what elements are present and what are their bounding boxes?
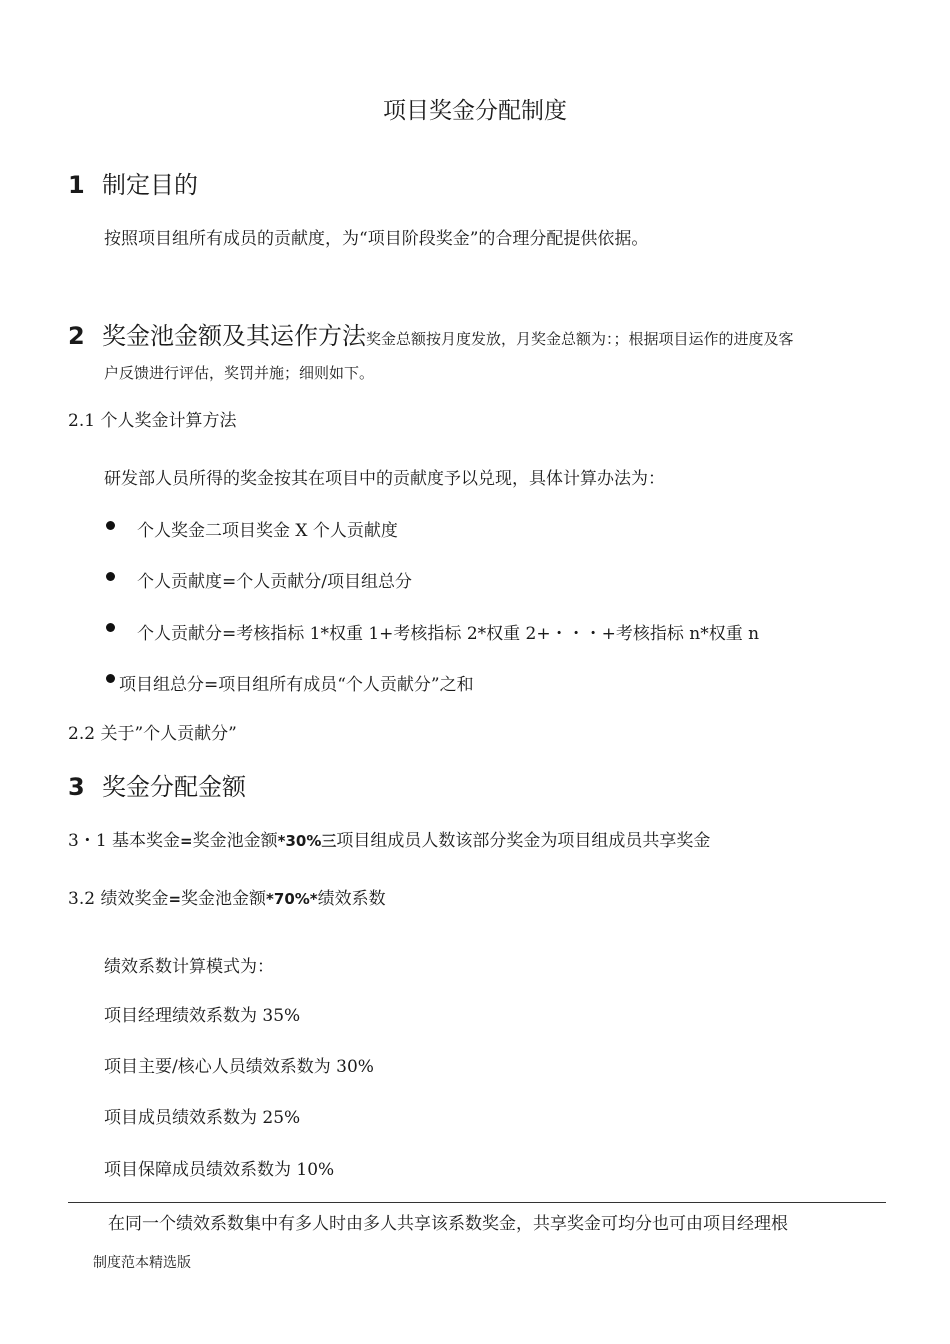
formula-operator: = <box>180 832 193 850</box>
section-1-paragraph: 按照项目组所有成员的贡献度，为“项目阶段奖金”的合理分配提供依据。 <box>104 229 649 249</box>
section-number: 3 <box>68 773 85 801</box>
section-2-inline-text: 奖金总额按月度发放，月奖金总额为：；根据项目运作的进度及客 <box>366 330 794 348</box>
basic-bonus-formula <box>68 826 710 851</box>
bullet-icon <box>106 515 115 534</box>
formula-label: 3・1 基本奖金 <box>68 831 181 851</box>
page-footer: 制度范本精选版 <box>93 1255 191 1271</box>
performance-bonus-formula <box>68 884 386 909</box>
bullet-icon <box>106 617 115 636</box>
section-2-heading <box>68 316 794 351</box>
formula-term: 项目组成员人数该部分奖金为项目组成员共享奖金 <box>336 831 711 851</box>
page-divider <box>68 1202 886 1203</box>
subsection-2-2: 2.2 关于”个人贡献分” <box>68 724 237 744</box>
formula-term: 奖金池金额 <box>181 889 267 909</box>
coefficient-mode-label: 绩效系数计算模式为： <box>104 957 274 977</box>
section-number: 2 <box>68 322 85 350</box>
formula-item: 个人奖金二项目奖金 X 个人贡献度 <box>137 521 398 541</box>
formula-item: 项目组总分=项目组所有成员“个人贡献分”之和 <box>119 675 474 695</box>
section-title: 制定目的 <box>102 171 198 199</box>
section-3-heading <box>68 767 246 802</box>
section-title: 奖金分配金额 <box>102 773 246 801</box>
section-number: 1 <box>68 171 85 199</box>
subsection-2-1-paragraph: 研发部人员所得的奖金按其在项目中的贡献度予以兑现，具体计算办法为： <box>104 469 665 489</box>
document-title: 项目奖金分配制度 <box>383 98 567 124</box>
subsection-2-1: 2.1 个人奖金计算方法 <box>68 411 237 431</box>
bullet-icon <box>106 668 115 687</box>
formula-label: 3.2 绩效奖金 <box>68 889 169 909</box>
formula-item: 个人贡献度=个人贡献分/项目组总分 <box>137 572 412 592</box>
formula-term: 奖金池金额 <box>192 831 278 851</box>
closing-paragraph: 在同一个绩效系数集中有多人时由多人共享该系数奖金，共享奖金可均分也可由项目经理根 <box>108 1214 788 1234</box>
section-title: 奖金池金额及其运作方法 <box>102 322 366 350</box>
formula-operator: *70%* <box>266 890 318 908</box>
section-2-continuation: 户反馈进行评估，奖罚并施；细则如下。 <box>104 364 375 382</box>
formula-operator: = <box>168 890 182 908</box>
coefficient-item: 项目成员绩效系数为 25% <box>104 1108 301 1128</box>
bullet-icon <box>106 566 115 585</box>
coefficient-item: 项目经理绩效系数为 35% <box>104 1006 301 1026</box>
coefficient-item: 项目主要/核心人员绩效系数为 30% <box>104 1057 374 1077</box>
formula-item: 个人贡献分=考核指标 1*权重 1+考核指标 2*权重 2+・・・+考核指标 n*权重 n <box>137 624 760 644</box>
section-1-heading <box>68 165 198 200</box>
formula-operator: *30%三 <box>277 832 337 850</box>
formula-term: 绩效系数 <box>317 889 386 909</box>
coefficient-item: 项目保障成员绩效系数为 10% <box>104 1160 335 1180</box>
